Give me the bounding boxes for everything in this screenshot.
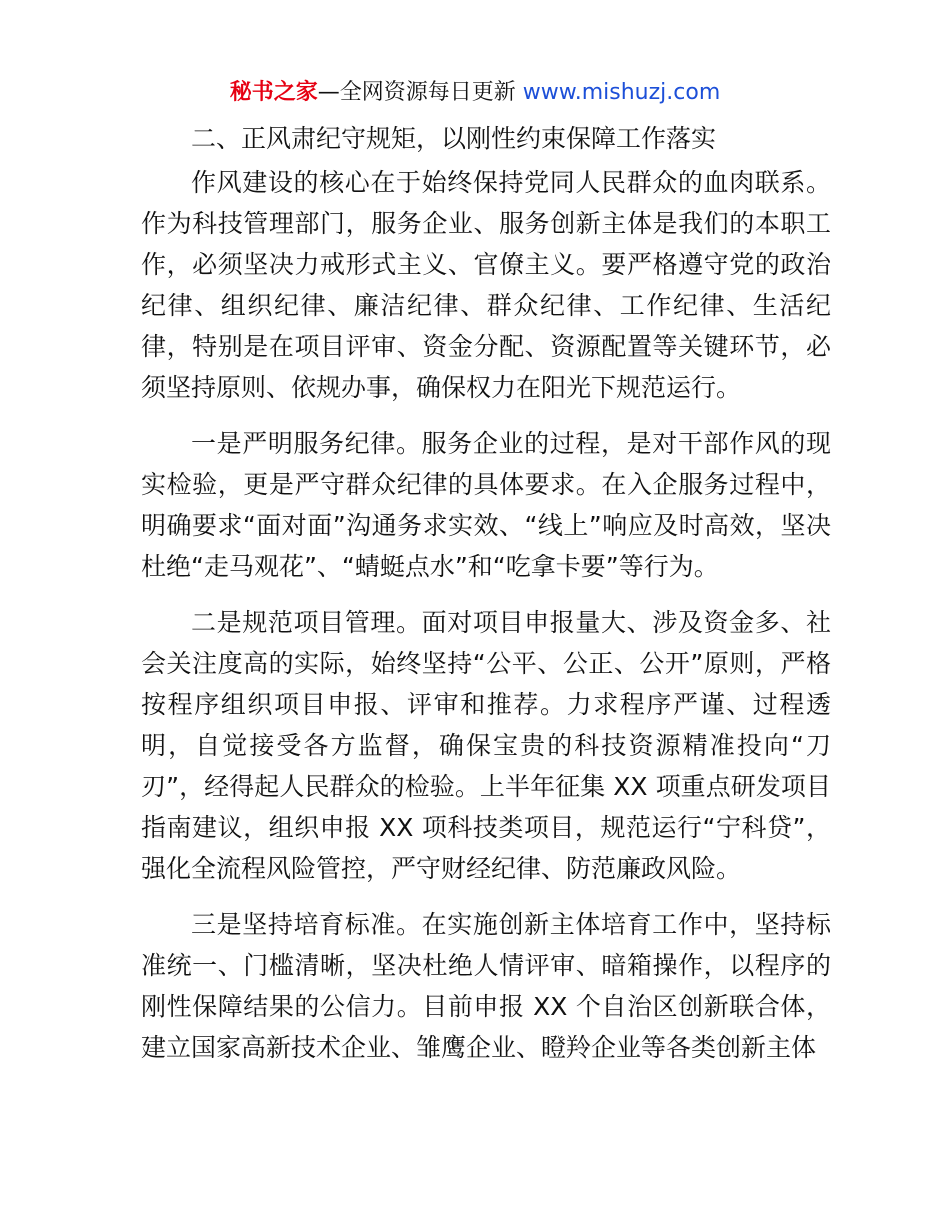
paragraph-project-management: 二是规范项目管理。面对项目申报量大、涉及资金多、社会关注度高的实际，始终坚持“公平、公正、公开”原则，严格按程序组织项目申报、评审和推荐。力求程序严谨、过程透明，自觉接受各方监督，确保宝贵的科技资源精准投向“刀刃”，经得起人民群众的检验。上半年征集 XX 项重点研发项目指南建议，组织申报 XX 项科技类项目，规范运行“宁科贷”，强化全流程风险管控，严守财经纪律、防范廉政风险。	[141, 608, 831, 883]
site-url-link[interactable]: www.mishuzj.com	[522, 80, 721, 105]
paragraph-cultivation-standards: 三是坚持培育标准。在实施创新主体培育工作中，坚持标准统一、门槛清晰，坚决杜绝人情评审、暗箱操作，以程序的刚性保障结果的公信力。目前申报 XX 个自治区创新联合体，建立国家高新技术企业、雏鹰企业、瞪羚企业等各类创新主体	[141, 910, 831, 1062]
site-header	[0, 78, 950, 108]
section-title: 二、正风肃纪守规矩，以刚性约束保障工作落实	[191, 124, 717, 153]
document-body	[141, 122, 831, 1083]
paragraph-service-discipline: 一是严明服务纪律。服务企业的过程，是对干部作风的现实检验，更是严守群众纪律的具体要求。在入企服务过程中，明确要求“面对面”沟通务求实效、“线上”响应及时高效，坚决杜绝“走马观花”、“蜻蜓点水”和“吃拿卡要”等行为。	[141, 429, 831, 581]
site-tagline: —全网资源每日更新	[317, 80, 516, 105]
paragraph-intro: 作风建设的核心在于始终保持党同人民群众的血肉联系。作为科技管理部门，服务企业、服务创新主体是我们的本职工作，必须坚决力戒形式主义、官僚主义。要严格遵守党的政治纪律、组织纪律、廉洁纪律、群众纪律、工作纪律、生活纪律，特别是在项目评审、资金分配、资源配置等关键环节，必须坚持原则、依规办事，确保权力在阳光下规范运行。	[141, 168, 831, 402]
site-brand: 秘书之家	[229, 80, 318, 105]
